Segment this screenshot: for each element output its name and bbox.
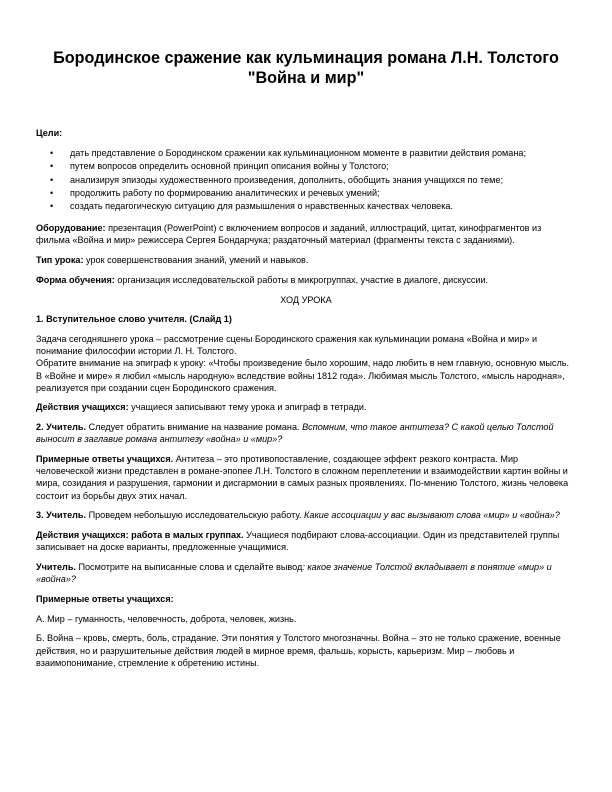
section-3 — [36, 509, 576, 521]
equipment-paragraph — [36, 222, 576, 246]
answer-a: А. Мир – гуманность, человечность, доброта, человек, жизнь. — [36, 613, 297, 624]
section-2-answers — [36, 453, 576, 502]
lesson-type-paragraph — [36, 254, 576, 266]
answers-label: Примерные ответы учащихся. — [36, 454, 174, 465]
equipment-label: Оборудование: — [36, 223, 106, 234]
group-actions-text: Учащиеся подбирают слова-ассоциации. Один из представителей группы записывает на доске варианты, предложенные учащимися. — [36, 530, 560, 553]
document-body — [36, 127, 576, 676]
goals-label: Цели: — [36, 128, 63, 138]
section-1-heading-text: 1. Вступительное слово учителя. (Слайд 1) — [36, 314, 232, 325]
list-item: • анализируя эпизоды художественного произведения, дополнить, обобщить знания учащихся по теме; — [36, 174, 576, 186]
teacher-paragraph — [36, 561, 576, 585]
form-label: Форма обучения: — [36, 274, 115, 285]
group-actions-label: Действия учащихся: работа в малых группах. — [36, 530, 244, 541]
answers-text: Антитеза – это противопоставление, создающее эффект резкого контраста. Мир человеческой жизни представлен в романе-эпопее Л.Н. Толстого в сложном переплетении и взаимодействии картин войны и мира, созидания и разрушения, гармонии и дисгармонии в самых разных проявлениях. По-мнению Толстого, жизнь человека состоит из борьбы двух этих начал. — [36, 454, 569, 501]
equipment-text: презентация (PowerPoint) с включением вопросов и заданий, иллюстраций, цитат, кинофрагментов из фильма «Война и мир» режиссера Сергея Бондарчука; раздаточный материал (фрагменты текста с заданиями). — [36, 223, 542, 246]
list-item: • продолжить работу по формированию аналитических и речевых умений; — [36, 187, 576, 199]
goals-list — [36, 147, 576, 212]
section-2-label: 2. Учитель. — [36, 422, 87, 433]
answers-heading-text: Примерные ответы учащихся: — [36, 593, 174, 604]
section-1-p2: Обратите внимание на эпиграф к уроку: «Чтобы произведение было хорошим, надо любить в нем главную, основную мысль. В «Войне и мире» я любил «мысль народную» вследствие войны 1812 года». Любимая мысль Толстого, «мысль народная», реализуется при создании сцен Бородинского сражения. — [36, 358, 570, 393]
answer-b: Б. Война – кровь, смерть, боль, страдание. Эти понятия у Толстого многозначны. Война – это не только сражение, военные действия, но и разрушительные действия людей в мирное время, фальшь, корысть, карьеризм. Мир – любовь и взаимопонимание, стремление к обретению истины. — [36, 633, 561, 668]
section-3-actions — [36, 529, 576, 553]
list-item: • создать педагогическую ситуацию для размышления о нравственных качествах человека. — [36, 200, 576, 212]
section-1-text — [36, 333, 576, 394]
form-text: организация исследовательской работы в микрогруппах, участие в диалоге, дискуссии. — [114, 274, 489, 285]
section-3-text: Проведем небольшую исследовательскую работу. — [86, 510, 305, 521]
section-2-text: Следует обратить внимание на название романа. — [86, 422, 303, 433]
section-2 — [36, 421, 576, 445]
document-title: Бородинское сражение как кульминация романа Л.Н. Толстого "Война и мир" — [53, 49, 559, 87]
list-item: • дать представление о Бородинском сражении как кульминационном моменте в развитии действия романа; — [36, 147, 576, 159]
actions-label: Действия учащихся: — [36, 402, 129, 413]
lesson-type-label: Тип урока: — [36, 255, 84, 266]
lesson-type-text: урок совершенствования знаний, умений и навыков. — [83, 255, 309, 266]
section-3-label: 3. Учитель. — [36, 510, 87, 521]
progress-heading: ХОД УРОКА — [280, 294, 332, 305]
list-item: • путем вопросов определить основной принцип описания войны у Толстого; — [36, 160, 576, 172]
form-paragraph — [36, 274, 576, 286]
section-1-actions — [36, 401, 576, 413]
teacher-question: : какое значение Толстой вкладывает в понятие «мир» и «война»? — [36, 561, 552, 585]
section-1-heading — [36, 313, 576, 325]
section-3-question: Какие ассоциации у вас вызывают слова «мир» и «война»? — [304, 510, 560, 521]
answers-heading — [36, 593, 576, 605]
actions-text: учащиеся записывают тему урока и эпиграф в тетради. — [128, 402, 367, 413]
teacher-text: Посмотрите на выписанные слова и сделайте вывод — [75, 561, 303, 572]
section-1-p1: Задача сегодняшнего урока – рассмотрение сцены Бородинского сражения как кульминации романа «Война и мир» и понимание философии истории Л. Н. Толстого. — [36, 333, 538, 357]
teacher-label: Учитель. — [36, 561, 76, 572]
section-2-question: Вспомним, что такое антитеза? С какой целью Толстой выносит в заглавие романа антитезу «война» и «мир»? — [36, 422, 554, 445]
